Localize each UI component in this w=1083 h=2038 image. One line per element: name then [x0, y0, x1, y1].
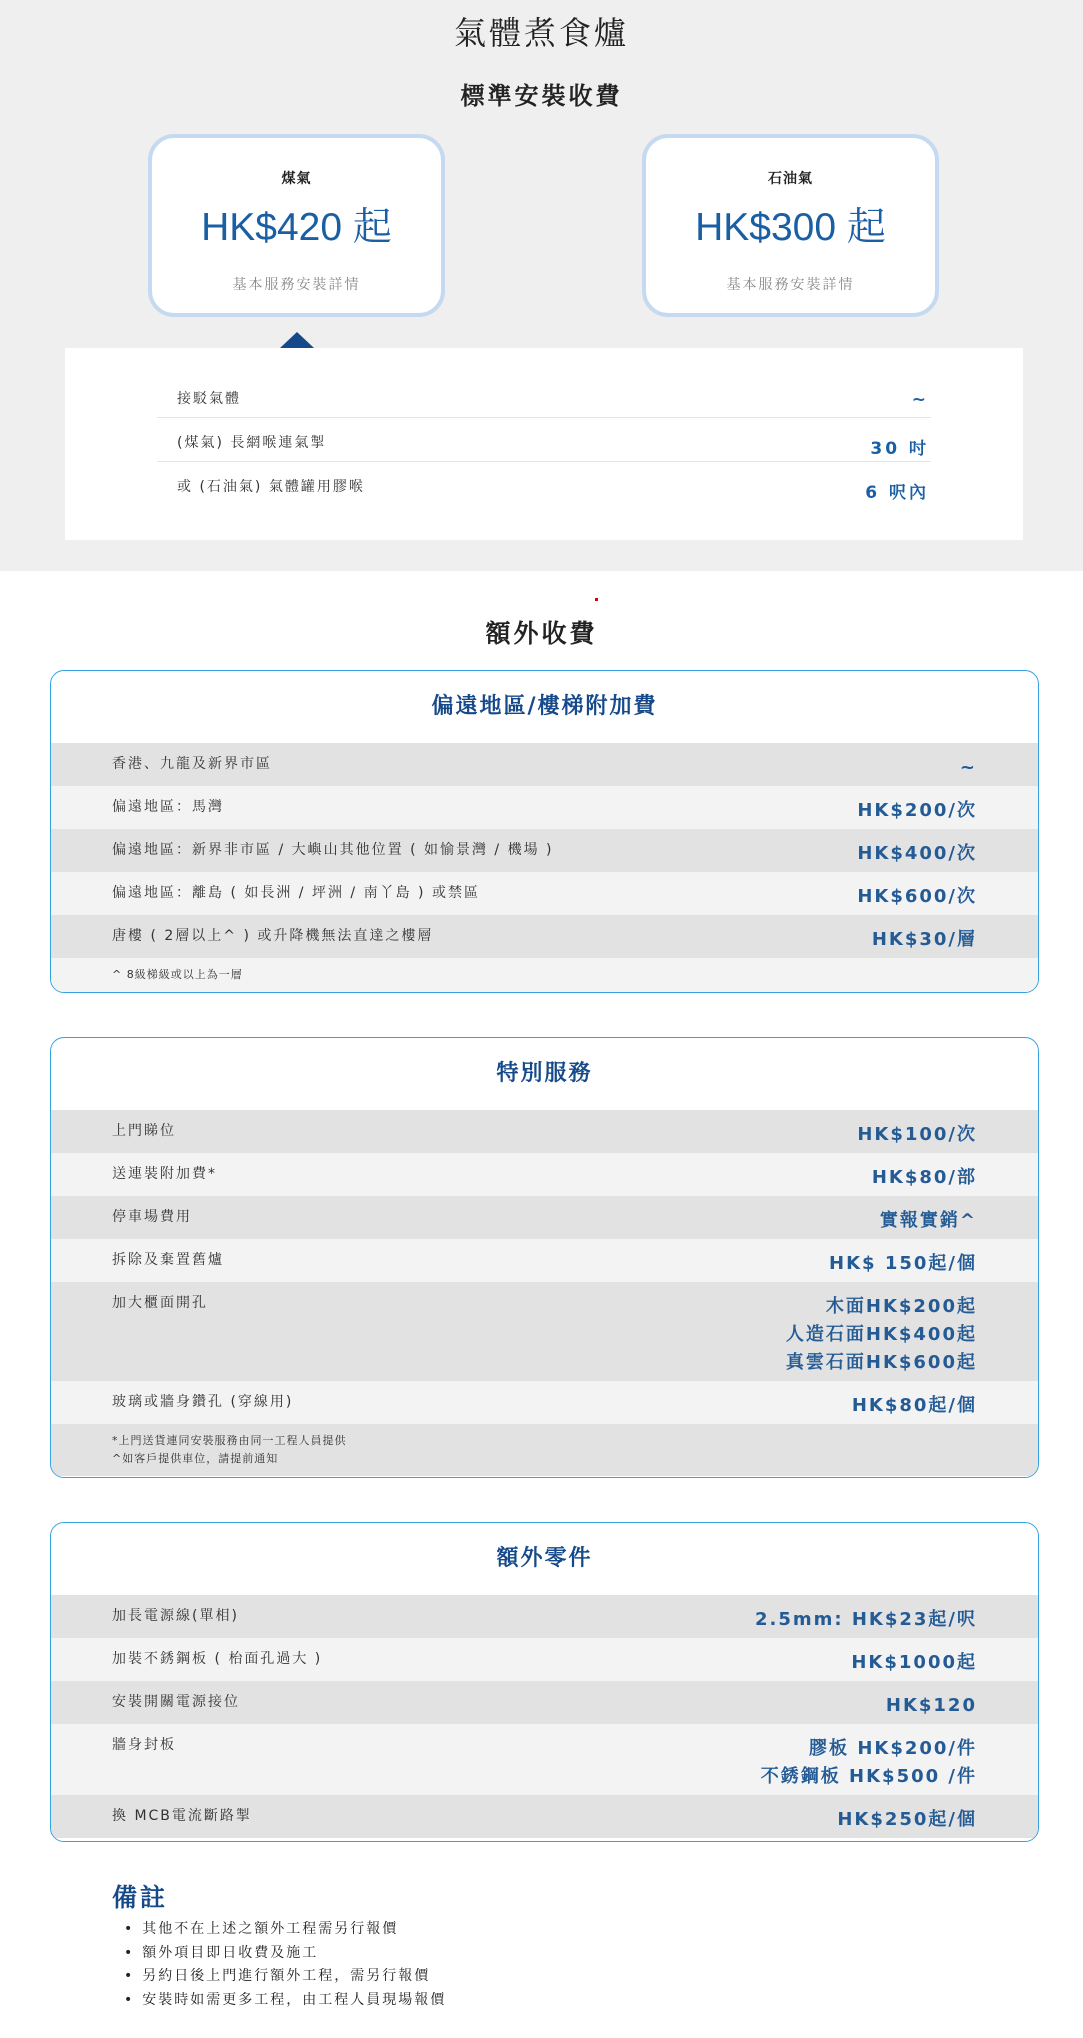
- row-label: 偏遠地區：馬灣: [112, 799, 224, 815]
- row-label: 停車場費用: [112, 1209, 192, 1225]
- value-line: 膠板 HK$200/件: [809, 1738, 977, 1759]
- table-row: [51, 1110, 1038, 1153]
- footnote-line: ^如客戶提供車位，請提前通知: [112, 1452, 279, 1465]
- value-line: 人造石面HK$400起: [785, 1324, 977, 1345]
- row-value: HK$80/部: [871, 1167, 977, 1188]
- row-label: 加長電源線(單相): [112, 1608, 239, 1624]
- table-row: [51, 1153, 1038, 1196]
- table-row: [51, 1795, 1038, 1838]
- row-label: 上門睇位: [112, 1123, 176, 1139]
- list-item: • 安裝時如需更多工程，由工程人員現場報價: [124, 1989, 446, 2013]
- row-value: HK$120: [885, 1695, 977, 1716]
- detail-row: [157, 374, 931, 418]
- table-footnote: [51, 1424, 1038, 1476]
- remarks-list: [124, 1918, 446, 2012]
- row-label: 偏遠地區：新界非市區 / 大嶼山其他位置 ( 如愉景灣 / 機場 ): [112, 842, 554, 858]
- row-value: ~: [959, 757, 977, 778]
- page-title: 氣體煮食爐: [453, 14, 629, 52]
- card-price: HK$420 起: [201, 206, 392, 249]
- row-value: HK$250起/個: [837, 1809, 977, 1830]
- standard-section: [0, 0, 1083, 571]
- table-row: [51, 1724, 1038, 1795]
- row-label: 玻璃或牆身鑽孔 (穿線用): [112, 1394, 294, 1410]
- value-line: 不銹鋼板 HK$500 /件: [760, 1766, 977, 1787]
- box-title: 特別服務: [496, 1061, 593, 1086]
- row-label: 唐樓 ( 2層以上^ ) 或升降機無法直達之樓層: [112, 928, 434, 944]
- detail-label: 接駁氣體: [177, 391, 241, 407]
- detail-label: (煤氣) 長網喉連氣掣: [177, 435, 327, 451]
- row-value: HK$100/次: [857, 1124, 977, 1145]
- row-value-multiline: [761, 1735, 977, 1791]
- detail-row: [157, 462, 931, 505]
- standard-title: 標準安裝收費: [460, 82, 623, 110]
- box-title: 偏遠地區/樓梯附加費: [431, 694, 658, 719]
- table-row: [51, 1381, 1038, 1424]
- row-value: 實報實銷^: [879, 1210, 977, 1231]
- standard-detail-panel: [65, 348, 1023, 540]
- detail-value: 30 吋: [870, 439, 929, 459]
- table-row: [51, 1595, 1038, 1638]
- table-footnote: [51, 958, 1038, 992]
- row-label: 安裝開關電源接位: [112, 1694, 240, 1710]
- table-row: [51, 743, 1038, 786]
- row-value: HK$400/次: [857, 843, 977, 864]
- card-price: HK$300 起: [695, 206, 886, 249]
- selected-card-arrow-icon: [280, 332, 314, 348]
- card-name: 石油氣: [768, 171, 813, 187]
- row-label: 加大櫃面開孔: [112, 1295, 208, 1311]
- row-value: HK$ 150起/個: [829, 1253, 977, 1274]
- detail-value: ~: [911, 390, 929, 410]
- card-name: 煤氣: [281, 171, 312, 187]
- row-value: HK$80起/個: [851, 1395, 977, 1416]
- special-services-box: [50, 1037, 1039, 1478]
- detail-row: [157, 418, 931, 462]
- detail-value: 6 呎內: [865, 483, 929, 503]
- row-value: 2.5mm: HK$23起/呎: [754, 1609, 977, 1630]
- table-row: [51, 1196, 1038, 1239]
- remarks-title: 備註: [112, 1883, 169, 1912]
- row-value: HK$1000起: [851, 1652, 977, 1673]
- table-row: [51, 829, 1038, 872]
- footnote-line: ^ 8級梯級或以上為一層: [112, 968, 243, 981]
- card-desc: 基本服務安裝詳情: [232, 277, 361, 293]
- footnote-line: *上門送貨連同安裝服務由同一工程人員提供: [112, 1434, 347, 1447]
- decorative-dot: [595, 598, 598, 601]
- row-value-multiline: [786, 1293, 977, 1377]
- box-title: 額外零件: [496, 1546, 593, 1571]
- table-row: [51, 786, 1038, 829]
- list-item: • 其他不在上述之額外工程需另行報價: [124, 1918, 446, 1942]
- row-label: 換 MCB電流斷路掣: [112, 1808, 252, 1824]
- table-row: [51, 1681, 1038, 1724]
- row-value: HK$600/次: [857, 886, 977, 907]
- row-label: 牆身封板: [112, 1737, 176, 1753]
- table-row: [51, 1239, 1038, 1282]
- list-item: • 另約日後上門進行額外工程，需另行報價: [124, 1965, 446, 1989]
- value-line: 真雲石面HK$600起: [785, 1352, 977, 1373]
- table-row: [51, 872, 1038, 915]
- list-item: • 額外項目即日收費及施工: [124, 1942, 446, 1966]
- row-label: 香港、九龍及新界市區: [112, 756, 272, 772]
- extra-parts-box: [50, 1522, 1039, 1842]
- detail-label: 或 (石油氣) 氣體罐用膠喉: [177, 479, 365, 495]
- price-card-town-gas[interactable]: [148, 134, 445, 317]
- remote-surcharge-box: [50, 670, 1039, 993]
- row-label: 送連裝附加費*: [112, 1166, 217, 1182]
- extra-charges-title: 額外收費: [485, 619, 598, 648]
- row-label: 偏遠地區：離島 ( 如長洲 / 坪洲 / 南丫島 ) 或禁區: [112, 885, 480, 901]
- row-label: 加裝不銹鋼板 ( 枱面孔過大 ): [112, 1651, 323, 1667]
- table-row: [51, 1638, 1038, 1681]
- card-desc: 基本服務安裝詳情: [726, 277, 855, 293]
- price-card-lpg[interactable]: [642, 134, 939, 317]
- row-value: HK$200/次: [857, 800, 977, 821]
- table-row: [51, 915, 1038, 958]
- row-value: HK$30/層: [871, 929, 977, 950]
- value-line: 木面HK$200起: [825, 1296, 977, 1317]
- table-row: [51, 1282, 1038, 1381]
- row-label: 拆除及棄置舊爐: [112, 1252, 224, 1268]
